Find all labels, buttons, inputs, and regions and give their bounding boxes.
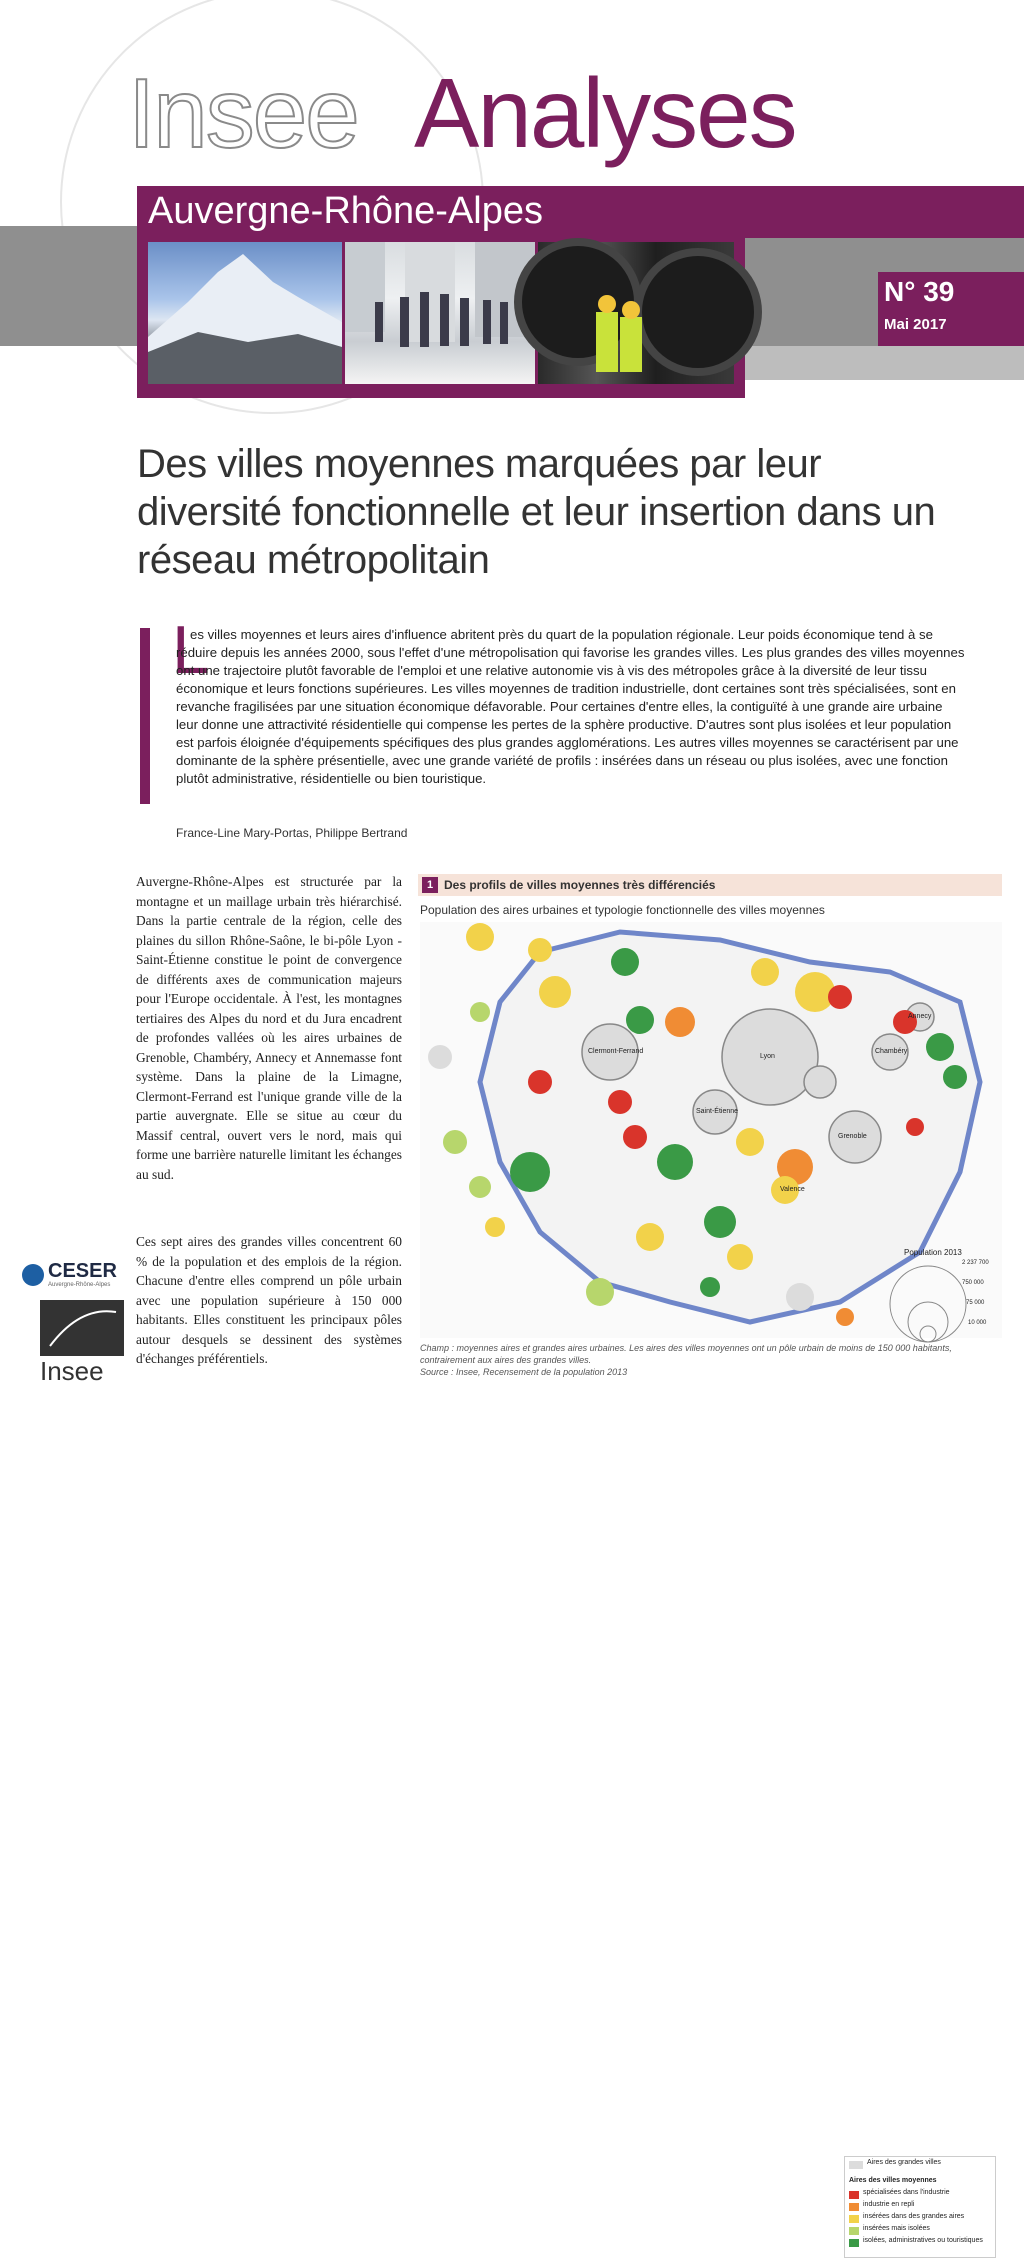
issue-number: N° 39 bbox=[884, 276, 955, 307]
figure-subtitle: Population des aires urbaines et typologie fonctionnelle des villes moyennes bbox=[420, 903, 825, 917]
figure-field-note: Champ : moyennes aires et grandes aires urbaines. Les aires des villes moyennes ont un pôle urbain de moins de 150 000 habitants, contrairement aux aires des grandes villes. bbox=[420, 1343, 952, 1365]
chapeau-text: es villes moyennes et leurs aires d'influence abritent près du quart de la population régionale. Leur poids économique tend à se réduire depuis les années 2000, sous l'effet d'une métropolisation qui favorise les grandes villes. Les plus grandes des villes moyennes ont une trajectoire plutôt favorable de l'emploi et une relative autonomie vis à vis des métropoles grâce à la diversité de leur tissu économique et leurs fonctions supérieures. Les villes moyennes de tradition industrielle, dont certaines sont très spécialisées, sont en revanche fragilisées par une situation économique défavorable. Pour certaines d'entre elles, la contiguïté à une grande aire urbaine leur donne une attractivité résidentielle qui compense les pertes de la sphère productive. D'autres sont plus isolées et leur population est parfois éloignée d'équipements spécifiques des plus grandes agglomérations. Les autres villes moyennes se caractérisent par une dominante de la sphère présentielle, avec une grande variété de profils : insérées dans un réseau ou plus isolées, avec une fonction plutôt administrative, résidentielle ou bien touristique. bbox=[176, 627, 965, 786]
legend-item-1: spécialisées dans l'industrie bbox=[863, 2189, 950, 2196]
brand-insee: Insee bbox=[128, 58, 358, 168]
body-paragraph-2: Ces sept aires des grandes villes concentrent 60 % de la population et des emplois de la région. Chacune d'entre elles comprend un pôle urbain avec une population supérieure à 150 000 habitants. Elles constituent les principaux pôles autour desquels se dessinent des systèmes d'échanges préférentiels. bbox=[136, 1234, 402, 1366]
map-legend bbox=[844, 2156, 996, 2258]
population-legend bbox=[888, 1248, 998, 1336]
figure-note bbox=[420, 1342, 1000, 1378]
photo-tires-workers bbox=[538, 242, 734, 384]
article-headline: Des villes moyennes marquées par leur diversité fonctionnelle et leur insertion dans un réseau métropolitain bbox=[137, 442, 936, 582]
figure-title: Des profils de villes moyennes très différenciés bbox=[444, 878, 716, 892]
pop-legend-value-4: 10 000 bbox=[968, 1320, 987, 1326]
map-label-clermont: Clermont-Ferrand bbox=[588, 1048, 644, 1055]
figure-number: 1 bbox=[422, 877, 438, 893]
insee-logo-mark bbox=[40, 1300, 124, 1356]
insee-logo-wordmark: Insee bbox=[40, 1356, 104, 1386]
issue-date: Mai 2017 bbox=[884, 316, 947, 333]
figure-source: Source : Insee, Recensement de la population 2013 bbox=[420, 1367, 628, 1377]
pop-legend-title: Population 2013 bbox=[904, 1248, 962, 1257]
legend-item-3: insérées dans des grandes aires bbox=[863, 2213, 965, 2220]
legend-title: Aires des villes moyennes bbox=[849, 2177, 937, 2184]
legend-swatch-grey bbox=[849, 2161, 863, 2169]
legend-item-4: insérées mais isolées bbox=[863, 2225, 930, 2232]
chapeau-dropcap: L bbox=[172, 612, 210, 688]
legend-item-5: isolées, administratives ou touristiques bbox=[863, 2237, 983, 2244]
authors: France-Line Mary-Portas, Philippe Bertrand bbox=[176, 826, 408, 840]
pop-legend-value-2: 750 000 bbox=[962, 1280, 984, 1286]
masthead-grey-band-right bbox=[745, 346, 1024, 380]
legend-swatch-1 bbox=[849, 2191, 859, 2199]
map-label-annecy: Annecy bbox=[908, 1013, 932, 1020]
map-label-saint-etienne: Saint-Étienne bbox=[696, 1108, 739, 1115]
photo-people bbox=[345, 242, 535, 384]
ceser-emblem-icon bbox=[22, 1264, 44, 1286]
map-label-chambery: Chambéry bbox=[875, 1048, 908, 1055]
body-paragraph-1: Auvergne-Rhône-Alpes est structurée par la montagne et un maillage urbain très hiérarchisé. Dans la partie centrale de la région, celle des plaines du sillon Rhône-Saône, le bi-pôle Lyon - Saint-Étienne constitue le point de convergence de différents axes de communication majeurs pour l'Europe occidentale. À l'est, les montagnes tertiaires des Alpes du nord et du Jura encadrent de profondes vallées où les aires urbaines de Grenoble, Chambéry, Annecy et Annemasse font système. Dans la plaine de la Limagne, Clermont-Ferrand est l'unique grande ville de la partie auvergnate. Elle se situe au cœur du Massif central, ouvert vers le nord, mais qui forme une barrière naturelle limitant les échanges au sud. bbox=[136, 874, 402, 1182]
pop-legend-value-1: 2 237 700 bbox=[962, 1260, 989, 1266]
legend-swatch-2 bbox=[849, 2203, 859, 2211]
ceser-wordmark: CESER bbox=[48, 1260, 117, 1282]
legend-swatch-3 bbox=[849, 2215, 859, 2223]
ceser-subtitle: Auvergne-Rhône-Alpes bbox=[48, 1282, 111, 1288]
brand-analyses: Analyses bbox=[414, 58, 796, 168]
ceser-logo bbox=[22, 1260, 126, 1292]
map-label-valence: Valence bbox=[780, 1186, 805, 1193]
legend-swatch-4 bbox=[849, 2227, 859, 2235]
legend-item-2: industrie en repli bbox=[863, 2201, 915, 2208]
photo-mountains bbox=[148, 242, 342, 384]
legend-grey-label: Aires des grandes villes bbox=[867, 2159, 941, 2166]
region-name: Auvergne-Rhône-Alpes bbox=[148, 190, 544, 232]
map-label-grenoble: Grenoble bbox=[838, 1133, 867, 1140]
pop-legend-value-3: 75 000 bbox=[966, 1300, 985, 1306]
legend-swatch-5 bbox=[849, 2239, 859, 2247]
chapeau-bar bbox=[140, 628, 150, 804]
map-label-lyon: Lyon bbox=[760, 1053, 775, 1060]
